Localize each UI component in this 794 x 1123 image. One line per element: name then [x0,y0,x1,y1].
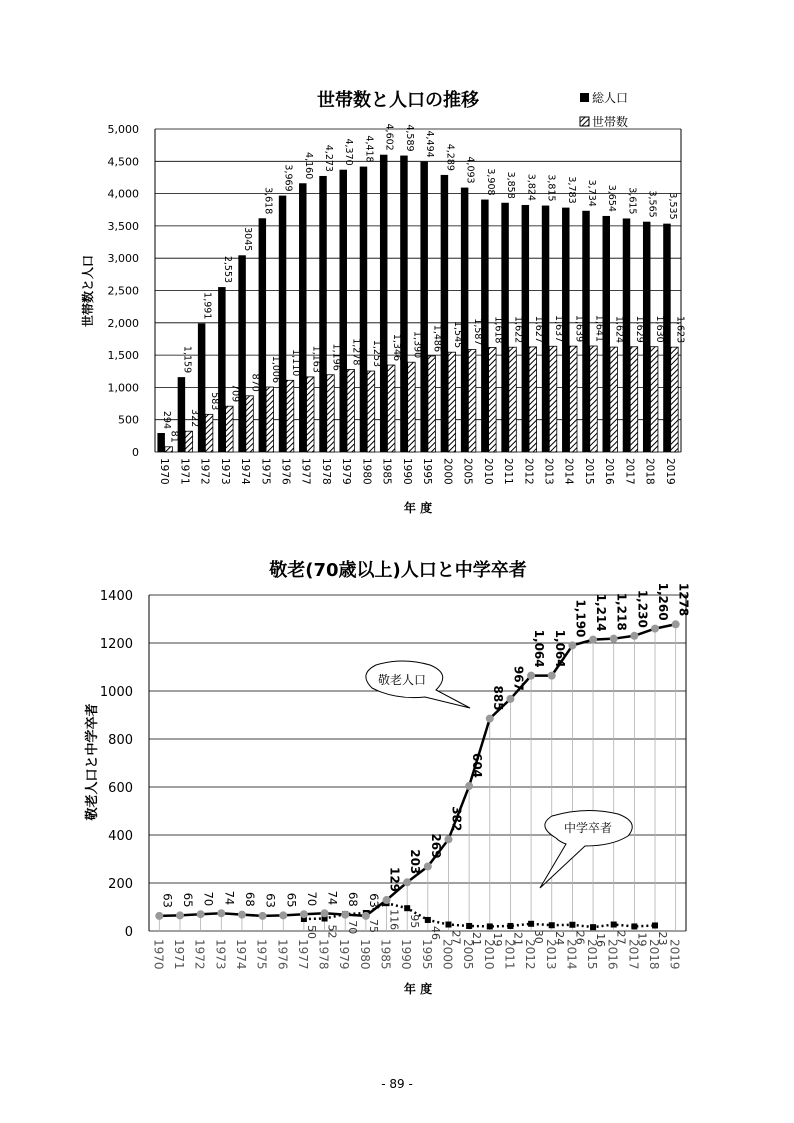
bar-households [367,371,374,452]
chart2-x-tick-label: 1971 [171,939,186,970]
chart1-x-tick-label: 2012 [522,458,535,485]
chart2-x-tick-label: 2011 [502,939,517,970]
bar-households [650,347,657,452]
chart2-x-tick-label: 1974 [233,939,248,970]
chart1-x-tick-label: 1995 [421,458,434,485]
chart2-y-tick-label: 600 [108,781,133,796]
chart2-y-tick-label: 400 [108,829,133,844]
value-label-households: 1,390 [411,331,423,359]
chart1-x-tick-label: 1985 [380,458,393,485]
callout-elderly [366,661,470,708]
legend-swatch-population [580,93,589,102]
value-label-population: 3045 [242,227,254,252]
bar-population [218,287,225,452]
chart1-y-tick-label: 0 [132,446,139,459]
chart1-y-tick-label: 1,000 [107,381,139,395]
marker-elderly [672,620,680,628]
value-label-households: 1,641 [593,314,605,342]
marker-elderly [217,909,225,917]
bar-households [408,362,415,452]
value-label-households: 870 [249,373,261,392]
bar-households [671,347,678,452]
value-label-elderly: 65 [180,892,195,908]
chart2-x-tick-label: 1995 [419,939,434,970]
chart1-x-tick-label: 1976 [279,458,292,485]
marker-elderly [279,911,287,919]
value-label-elderly: 63 [263,893,278,908]
chart2-x-tick-label: 2019 [667,939,682,970]
value-label-population: 4,589 [403,124,415,152]
marker-elderly [321,909,329,917]
chart1-y-tick-label: 4,500 [107,155,139,169]
value-label-population: 4,494 [424,130,436,158]
marker-elderly [589,636,597,644]
callout-elderly-label: 敬老人口 [377,673,427,687]
value-label-population: 4,418 [363,135,375,163]
marker-elderly [403,878,411,886]
chart2-y-tick-label: 1400 [99,589,133,604]
value-label-graduates: 19 [490,932,504,947]
marker-elderly [259,912,267,920]
chart2-y-tick-label: 0 [124,925,133,940]
marker-elderly [238,911,246,919]
chart1-x-tick-label: 2019 [663,458,676,485]
marker-graduates [507,923,513,929]
value-label-population: 4,602 [383,123,395,151]
value-label-graduates: 16 [594,933,608,948]
value-label-population: 3,565 [646,190,658,218]
chart1-x-tick-label: 2015 [582,458,595,485]
value-label-households: 1,629 [633,315,645,343]
value-label-elderly: 74 [222,890,237,906]
bar-population [319,176,326,452]
bar-households [185,431,192,452]
chart2-x-tick-label: 1978 [316,939,331,970]
marker-graduates [404,905,410,911]
value-label-households: 1,630 [654,315,666,343]
value-label-elderly: 604 [470,752,485,779]
chart2-y-tick-label: 1000 [99,685,133,700]
chart2-x-tick-label: 2018 [647,939,662,970]
marker-graduates [466,923,472,929]
value-label-population: 4,093 [464,156,476,184]
value-label-households: 583 [209,392,221,411]
chart1-x-tick-label: 2013 [542,458,555,485]
bar-population [340,170,347,452]
value-label-graduates: 46 [428,925,442,940]
value-label-elderly: 269 [428,833,443,859]
value-label-households: 1,006 [269,355,281,384]
chart1-x-tick-label: 1971 [178,458,191,485]
chart2-x-tick-label: 1970 [151,939,166,970]
value-label-population: 3,535 [666,192,678,220]
bar-households [489,347,496,452]
bar-households [428,356,435,452]
value-label-elderly: 1,190 [573,599,588,638]
value-label-population: 2,553 [221,255,233,284]
chart1-x-tick-label: 1973 [218,458,231,485]
chart2-x-tick-label: 1973 [213,939,228,970]
value-label-graduates: 75 [366,919,380,933]
value-label-population: 4,273 [323,144,335,172]
bar-households [509,347,516,452]
bar-households [266,387,273,452]
value-label-elderly: 382 [449,806,464,832]
bar-households [307,377,314,452]
bar-households [387,365,394,452]
value-label-population: 3,824 [525,173,537,201]
chart1-x-tick-label: 1980 [360,458,373,485]
chart2-x-tick-label: 2015 [585,939,600,970]
marker-elderly [568,641,576,649]
value-label-population: 1,159 [181,345,193,374]
chart2-x-tick-label: 1972 [192,939,207,970]
value-label-population: 4,289 [444,143,456,171]
value-label-population: 3,618 [262,187,274,215]
bar-households [590,346,597,452]
value-label-households: 1,110 [290,349,302,377]
marker-elderly [527,672,535,680]
value-label-graduates: 21 [511,931,525,946]
value-label-population: 3,858 [505,171,517,199]
chart2-y-tick-label: 1200 [99,637,133,652]
value-label-population: 3,783 [565,176,577,204]
chart1-y-tick-label: 3,000 [107,252,139,266]
marker-elderly [651,625,659,633]
chart1-x-tick-label: 1979 [340,458,353,485]
chart2-title: 敬老(70歳以上)人口と中学卒者 [269,560,527,581]
chart2-x-tick-label: 2012 [523,939,538,970]
legend-swatch-households [580,117,589,126]
value-label-population: 1,991 [201,292,213,320]
value-label-elderly: 203 [408,849,423,875]
bar-households [327,375,334,452]
bar-households [226,406,233,452]
marker-elderly [465,782,473,790]
value-label-elderly: 1,064 [532,629,547,668]
marker-elderly [155,912,163,920]
bar-population [441,175,448,452]
value-label-graduates: 23 [656,931,670,946]
marker-elderly [197,910,205,918]
bar-population [380,155,387,452]
marker-elderly [341,911,349,919]
chart1-gridlines [155,129,681,452]
chart2-x-tick-label: 1975 [254,939,269,970]
marker-graduates [590,924,596,930]
value-label-population: 3,908 [484,168,496,196]
value-label-elderly: 1,214 [594,593,609,632]
bar-population [299,183,306,452]
callout-graduates-label: 中学卒者 [563,821,613,835]
bar-population [400,156,407,452]
value-label-graduates: 24 [552,931,566,946]
marker-elderly [383,896,391,904]
chart2-x-tick-label: 2000 [440,939,455,970]
value-label-elderly: 967 [511,665,526,691]
chart2-x-tick-label: 2013 [543,939,558,970]
chart2-x-tick-label: 2016 [605,939,620,970]
value-label-population: 3,615 [626,187,638,215]
chart2-y-axis-label: 敬老人口と中学卒者 [85,703,100,821]
marker-elderly [610,635,618,643]
chart2-x-tick-label: 1990 [399,939,414,970]
value-label-population: 3,654 [606,184,618,212]
chart1-y-tick-label: 1,500 [107,349,139,363]
chart1-x-tick-label: 1977 [299,458,312,485]
marker-graduates [569,922,575,928]
bar-population [198,323,205,452]
bar-households [630,347,637,452]
chart1-y-tick-label: 3,500 [107,219,139,233]
chart2-x-tick-label: 1977 [295,939,310,970]
value-label-elderly: 68 [346,892,361,907]
value-label-households: 1,627 [532,315,544,343]
chart1-y-tick-label: 5,000 [107,123,139,136]
bar-households [286,380,293,452]
elderly-graduates-chart [84,559,691,996]
value-label-elderly: 65 [284,892,299,908]
chart1-x-tick-label: 2018 [643,458,656,485]
bar-households [347,369,354,452]
value-label-graduates: 30 [532,929,546,944]
marker-elderly [424,862,432,870]
value-label-elderly: 1278 [676,582,691,617]
marker-graduates [487,923,493,929]
marker-elderly [548,672,556,680]
chart2-x-tick-label: 2005 [461,939,476,970]
bar-households [468,349,475,452]
value-label-graduates: 95 [408,914,422,929]
value-label-households: 1,253 [370,339,382,368]
bar-households [610,347,617,452]
chart1-x-tick-label: 2017 [623,458,636,485]
bar-population [420,162,427,452]
chart1-x-tick-label: 2005 [461,458,474,485]
value-label-households: 1,163 [310,345,322,373]
value-label-graduates: 116 [387,909,401,931]
chart2-x-axis-label: 年 度 [403,982,433,996]
value-label-households: 322 [188,409,200,428]
value-label-households: 1,639 [573,314,585,343]
chart1-x-tick-label: 1990 [400,458,413,485]
marker-elderly [506,695,514,703]
value-label-households: 1,618 [492,316,504,344]
marker-graduates [631,923,637,929]
value-label-graduates: 70 [346,920,360,935]
value-label-households: 1,624 [613,315,625,344]
value-label-households: 709 [229,384,241,403]
marker-elderly [630,632,638,640]
chart1-x-tick-label: 1972 [198,458,211,485]
chart2-x-tick-label: 1976 [275,939,290,970]
chart1-x-tick-label: 1978 [319,458,332,485]
chart1-x-axis-label: 年 度 [403,501,433,515]
chart1-x-tick-label: 2014 [562,458,575,485]
bar-households [448,352,455,452]
value-label-graduates: 27 [614,930,628,945]
chart1-bars [157,155,678,452]
value-label-elderly: 129 [387,866,402,893]
legend-label-population: 総人口 [592,91,629,105]
chart1-x-tick-label: 2016 [603,458,616,485]
chart1-x-tick-label: 1974 [239,458,252,485]
bar-population [360,167,367,452]
marker-graduates [611,922,617,928]
marker-elderly [444,835,452,843]
chart1-y-axis-label: 世帯数と人口 [81,254,95,328]
chart2-x-tick-label: 2014 [564,939,579,970]
bar-population [461,188,468,452]
value-label-graduates: 27 [449,930,463,945]
chart2-gridlines [149,592,686,931]
chart2-y-tick-label: 200 [108,877,133,892]
chart2-x-tick-label: 1979 [337,939,352,970]
chart1-y-tick-label: 2,000 [107,316,139,330]
chart1-x-tick-label: 2010 [481,458,494,485]
value-label-households: 1,637 [553,315,565,343]
value-label-elderly: 63 [160,893,175,908]
chart1-x-tick-label: 1970 [158,458,171,485]
chart1-legend [580,91,628,129]
chart1-y-tick-label: 500 [118,413,139,427]
chart2-x-tick-label: 2010 [481,939,496,970]
value-label-households: 1,278 [350,338,362,366]
value-label-population: 4,370 [343,138,355,166]
value-label-population: 294 [161,410,173,430]
value-label-households: 1,486 [431,324,443,353]
value-label-population: 3,969 [282,164,294,192]
legend-label-households: 世帯数 [592,115,629,129]
bar-population [259,218,266,452]
bar-households [205,414,212,452]
chart1-x-tick-label: 2000 [441,458,454,485]
marker-graduates [652,922,658,928]
marker-graduates [445,922,451,928]
chart2-y-ticks [100,589,133,940]
chart1-y-ticks [108,123,140,459]
value-label-households: 1,587 [472,318,484,346]
value-label-graduates: 26 [573,930,587,945]
marker-elderly [486,715,494,723]
chart2-x-tick-label: 1985 [378,939,393,970]
value-label-graduates: 19 [635,932,649,947]
value-label-elderly: 1,218 [614,592,629,631]
bar-households [570,346,577,452]
page-number: - 89 - [381,1077,413,1091]
marker-graduates [425,917,431,923]
value-label-households: 1,545 [451,320,463,349]
bar-population [157,433,164,452]
value-label-households: 1,346 [391,333,403,362]
value-label-elderly: 1,260 [656,582,671,621]
marker-graduates [549,922,555,928]
chart2-x-tick-label: 2017 [626,939,641,970]
value-label-elderly: 885 [490,685,505,711]
value-label-elderly: 70 [304,891,319,907]
value-label-households: 1,623 [674,315,686,344]
value-label-households: 81 [168,430,180,443]
chart2-x-tick-label: 1980 [357,939,372,970]
marker-elderly [176,911,184,919]
chart1-x-tick-label: 2011 [502,458,515,485]
bar-population [238,255,245,452]
value-label-households: 1,622 [512,316,524,344]
bar-households [549,346,556,452]
value-label-elderly: 70 [201,891,216,907]
value-label-elderly: 1,230 [635,589,650,628]
value-label-population: 3,734 [586,179,598,207]
marker-elderly [300,910,308,918]
marker-graduates [528,921,534,927]
value-label-graduates: 52 [325,924,339,939]
value-label-households: 1,196 [330,343,342,371]
bar-households [165,447,172,452]
value-label-graduates: 21 [470,931,484,946]
chart1-x-tick-label: 1975 [259,458,272,485]
value-label-elderly: 63 [366,893,381,908]
bar-households [529,347,536,452]
chart2-y-tick-label: 800 [108,733,133,748]
value-label-graduates: 50 [304,925,318,939]
value-label-population: 3,815 [545,174,557,202]
chart1-y-tick-label: 2,500 [107,284,139,298]
chart1-title: 世帯数と人口の推移 [317,90,479,111]
value-label-elderly: 1,064 [552,629,567,668]
value-label-population: 4,160 [302,152,314,180]
bar-population [279,196,286,452]
household-population-chart [80,89,685,515]
callout-graduates [540,810,632,888]
value-label-elderly: 68 [242,892,257,907]
bar-households [246,396,253,452]
chart1-y-tick-label: 4,000 [107,187,139,201]
value-label-elderly: 74 [325,890,340,906]
chart1-x-ticks [158,458,676,485]
